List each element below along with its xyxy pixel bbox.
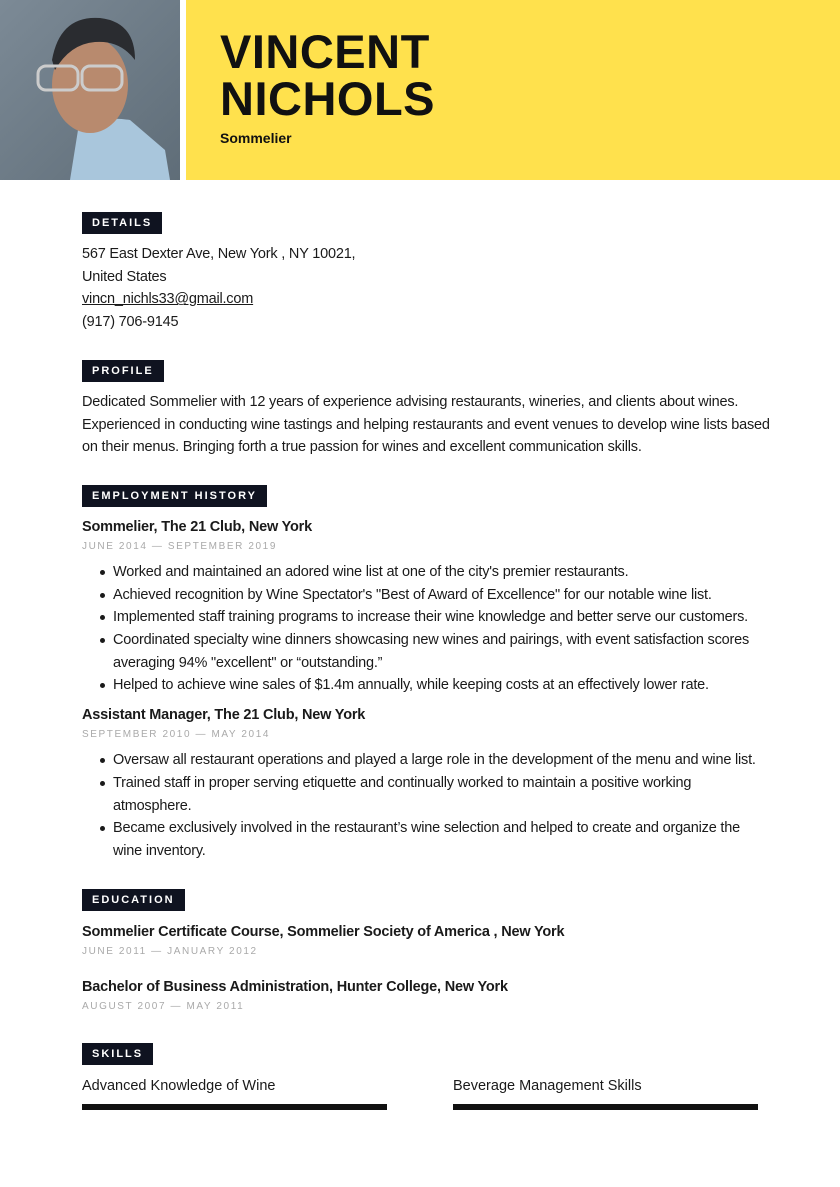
education-entry (82, 922, 772, 962)
education-entry (82, 977, 772, 1017)
profile-section (82, 360, 772, 459)
list-item: Oversaw all restaurant operations and played a large role in the development of the menu and wine list. (82, 749, 772, 772)
list-item: Helped to achieve wine sales of $1.4m annually, while keeping costs at an effectively lower rate. (82, 674, 772, 697)
job-dates: SEPTEMBER 2010 — MAY 2014 (82, 729, 271, 741)
skill-item (453, 1075, 758, 1110)
address-country: United States (82, 268, 167, 285)
email-link[interactable]: vincn_nichls33@gmail.com (82, 291, 254, 308)
job-title: Sommelier (220, 130, 292, 146)
job-heading: Sommelier, The 21 Club, New York (82, 518, 312, 535)
employment-section (82, 485, 772, 863)
job-entry (82, 705, 772, 863)
last-name: NICHOLS (220, 72, 435, 125)
list-item: Coordinated specialty wine dinners showcasing new wines and pairings, with event satisfaction scores averaging 94% "excellent" or “outstanding.” (82, 629, 772, 674)
first-name: VINCENT (220, 25, 430, 78)
section-label: EMPLOYMENT HISTORY (82, 485, 267, 507)
list-item: Became exclusively involved in the restaurant’s wine selection and helped to create and organize the wine inventory. (82, 817, 772, 862)
skill-name: Advanced Knowledge of Wine (82, 1077, 276, 1094)
phone: (917) 706-9145 (82, 314, 179, 331)
address-line: 567 East Dexter Ave, New York , NY 10021, (82, 246, 356, 262)
list-item: Implemented staff training programs to increase their wine knowledge and better serve our customers. (82, 606, 772, 629)
skill-level-bar (453, 1104, 758, 1110)
section-label: EDUCATION (82, 889, 185, 911)
details-section (82, 212, 772, 334)
skill-level-bar (82, 1104, 387, 1110)
job-entry (82, 517, 772, 697)
profile-text: Dedicated Sommelier with 12 years of experience advising restaurants, wineries, and clients about wines. Experienced in conducting wine tastings and helping restaurants and event venues to develop wine lists based on their menus. Bringing forth a true passion for wines and excellent communication skills. (82, 393, 770, 456)
education-section (82, 889, 772, 1017)
skills-section (82, 1043, 772, 1110)
skill-item (82, 1075, 387, 1110)
education-dates: AUGUST 2007 — MAY 2011 (82, 1000, 245, 1012)
skill-name: Beverage Management Skills (453, 1077, 642, 1094)
section-label: DETAILS (82, 212, 162, 234)
education-heading: Sommelier Certificate Course, Sommelier Society of America , New York (82, 923, 565, 940)
section-label: SKILLS (82, 1043, 153, 1065)
section-label: PROFILE (82, 360, 164, 382)
job-dates: JUNE 2014 — SEPTEMBER 2019 (82, 540, 277, 552)
list-item: Worked and maintained an adored wine list at one of the city's premier restaurants. (82, 561, 772, 584)
list-item: Trained staff in proper serving etiquette and continually worked to maintain a positive working atmosphere. (82, 772, 772, 817)
list-item: Achieved recognition by Wine Spectator's "Best of Award of Excellence" for our notable wine list. (82, 584, 772, 607)
job-heading: Assistant Manager, The 21 Club, New York (82, 707, 366, 724)
education-heading: Bachelor of Business Administration, Hunter College, New York (82, 978, 508, 995)
education-dates: JUNE 2011 — JANUARY 2012 (82, 945, 258, 957)
